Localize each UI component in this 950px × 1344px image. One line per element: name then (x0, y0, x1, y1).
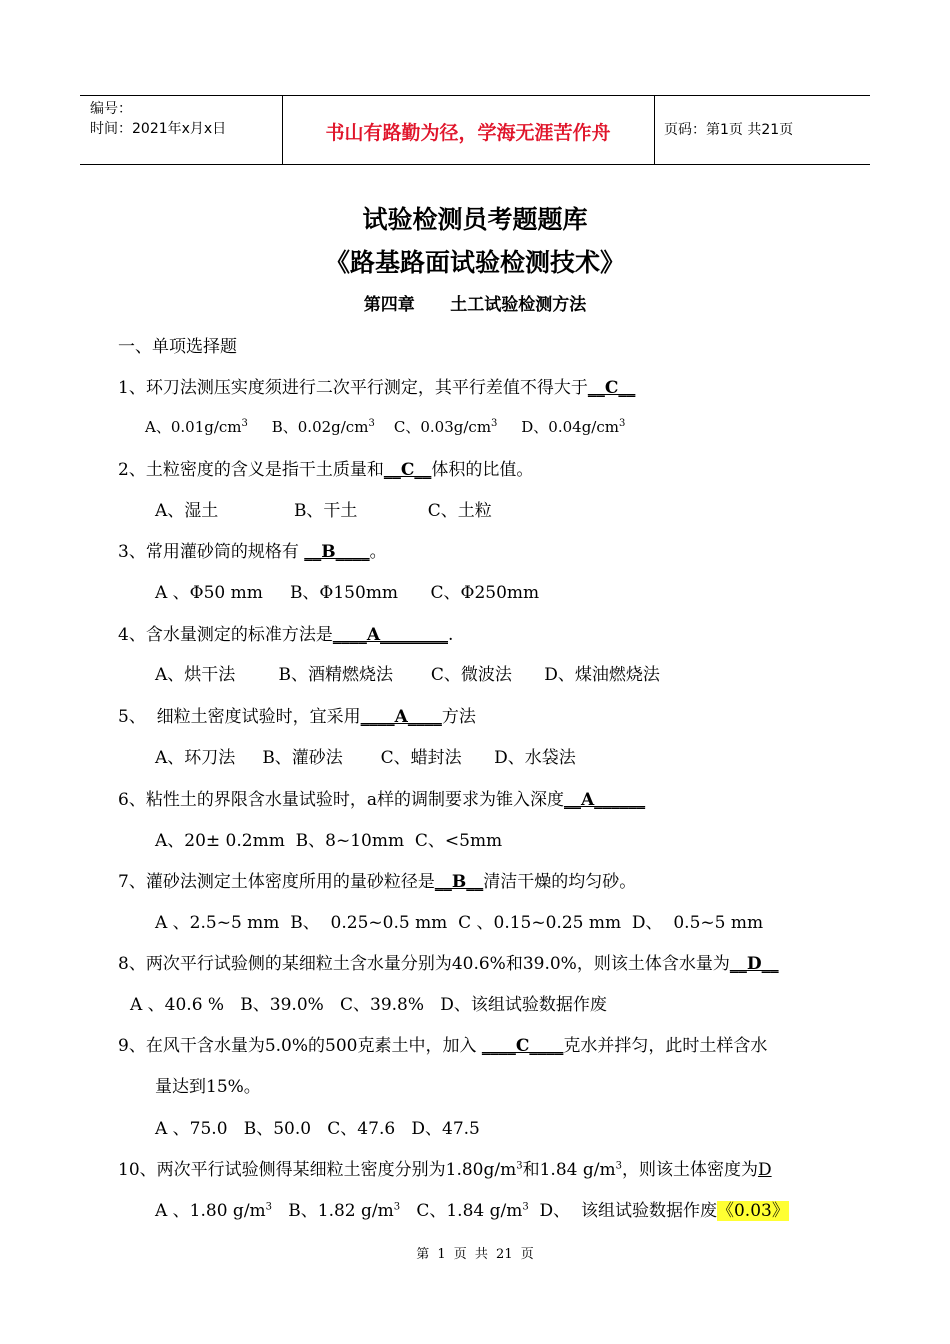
answer: __D__ (729, 954, 779, 974)
answer: __B____ (304, 542, 370, 562)
question-text: 9、在风干含水量为5.0%的500克素土中，加入 (118, 1036, 482, 1056)
answer: D (757, 1160, 772, 1180)
option: A 、1.80 g/m (155, 1201, 266, 1221)
question-text: 6、粘性土的界限含水量试验时，a样的调制要求为锥入深度 (118, 790, 564, 810)
question-7-options (155, 908, 763, 933)
question-6 (118, 785, 645, 810)
question-text: 3、常用灌砂筒的规格有 (118, 542, 305, 562)
option: B、灌砂法 (262, 748, 343, 768)
question-1-options: A、$0.01g/cm^3$ B、$0.02g/cm^3$ C、$0.03g/cm^3$ D、$0.04g/cm^3$ (145, 418, 626, 436)
question-8-options (130, 990, 607, 1015)
question-9-options (155, 1114, 480, 1139)
header-table (80, 95, 870, 165)
question-5-options (155, 743, 576, 768)
option: A、环刀法 (155, 748, 236, 768)
question-4: 4、含水量测定的标准方法是____A________. (118, 625, 454, 645)
header-left-cell (90, 99, 226, 139)
time-label: 时间：2021年x月x日 (90, 121, 227, 137)
option: D、水袋法 (494, 748, 576, 768)
answer: __A______ (563, 790, 646, 810)
option: A 、40.6 % B、39.0% C、39.8% D、该组试验数据作废 (130, 995, 607, 1015)
question-1 (118, 373, 635, 398)
question-text: 1、环刀法测压实度须进行二次平行测定，其平行差值不得大于 (118, 378, 588, 398)
question-text: 7、灌砂法测定土体密度所用的量砂粒径是 (118, 872, 435, 892)
option: B、酒精燃烧法 (278, 665, 394, 685)
question-2-options (155, 496, 492, 521)
option: A 、2.5~5 mm B、 0.25~0.5 mm C 、0.15~0.25 mm D、 0.5~5 mm (155, 913, 764, 933)
page-footer: 第 1 页 共 21 页 (416, 1247, 534, 1262)
question-5: 5、 细粒土密度试验时，宜采用____A____方法 (118, 707, 476, 727)
question-9-continued: 量达到15%。 (155, 1077, 261, 1097)
question-text: 10、两次平行试验侧得某细粒土密度分别为1.80g/m (118, 1160, 517, 1180)
header-page-info: 页码：第1页 共21页 (664, 122, 794, 138)
question-9: 9、在风干含水量为5.0%的500克素土中，加入 ____C____克水并拌匀，此时土样含水 (118, 1036, 768, 1056)
section-heading: 一、单项选择题 (118, 337, 237, 357)
option: C、Φ250mm (430, 583, 540, 603)
option: A 、75.0 B、50.0 C、47.6 D、47.5 (155, 1119, 480, 1139)
document-title: 试验检测员考题题库 (362, 205, 588, 234)
option: D、0.04g/cm (521, 418, 619, 436)
option: D、煤油燃烧法 (544, 665, 660, 685)
option: A、湿土 (155, 501, 219, 521)
answer: ____A____ (360, 707, 442, 727)
question-3: 3、常用灌砂筒的规格有 __B____。 (118, 542, 387, 562)
option: B、Φ150mm (289, 583, 399, 603)
option: A、0.01g/cm (145, 418, 242, 436)
question-7: 7、灌砂法测定土体密度所用的量砂粒径是__B__清洁干燥的均匀砂。 (118, 872, 637, 892)
answer: __C__ (587, 378, 636, 398)
option: B、1.82 g/m (288, 1201, 394, 1221)
question-6-options (155, 826, 502, 851)
header-motto: 书山有路勤为径，学海无涯苦作舟 (325, 122, 611, 144)
option: A 、Φ50 mm (155, 583, 263, 603)
highlighted-note: 《0.03》 (716, 1201, 789, 1221)
option: C、土粒 (427, 501, 492, 521)
option: C、微波法 (430, 665, 512, 685)
question-text: 5、 细粒土密度试验时，宜采用 (118, 707, 361, 727)
option: A、烘干法 (155, 665, 236, 685)
option: B、干土 (293, 501, 358, 521)
document-subtitle: 《路基路面试验检测技术》 (324, 248, 625, 277)
option: C、0.03g/cm (393, 418, 492, 436)
header-divider (654, 96, 655, 164)
option: A、20± 0.2mm B、8~10mm C、<5mm (155, 831, 503, 851)
question-10-options: A 、1.80 $g/m^3$ B、1.82 $g/m^3$ C、1.84 $g/m^3$ D、 该组试验数据作废《0.03》 (155, 1201, 789, 1221)
option: D、 该组试验数据作废 (539, 1201, 717, 1221)
number-label: 编号： (90, 101, 132, 117)
question-4-options (155, 660, 660, 685)
question-10: 10、两次平行试验侧得某细粒土密度分别为$1.80g/m^3$和1.84 $g/m^3$，则该土体密度为D (118, 1160, 772, 1180)
answer: __C__ (383, 460, 432, 480)
question-text: 8、两次平行试验侧的某细粒土含水量分别为40.6%和39.0%，则该土体含水量为 (118, 954, 730, 974)
answer: ____A________ (332, 625, 449, 645)
chapter-heading: 第四章 土工试验检测方法 (363, 295, 587, 315)
question-text: 4、含水量测定的标准方法是 (118, 625, 333, 645)
option: C、蜡封法 (380, 748, 462, 768)
option: C、1.84 g/m (416, 1201, 523, 1221)
answer: ____C____ (481, 1036, 564, 1056)
option: B、0.02g/cm (271, 418, 369, 436)
question-text: 2、土粒密度的含义是指干土质量和 (118, 460, 384, 480)
question-8 (118, 949, 779, 974)
answer: __B__ (434, 872, 484, 892)
question-3-options (155, 578, 539, 603)
question-2: 2、土粒密度的含义是指干土质量和__C__体积的比值。 (118, 460, 534, 480)
